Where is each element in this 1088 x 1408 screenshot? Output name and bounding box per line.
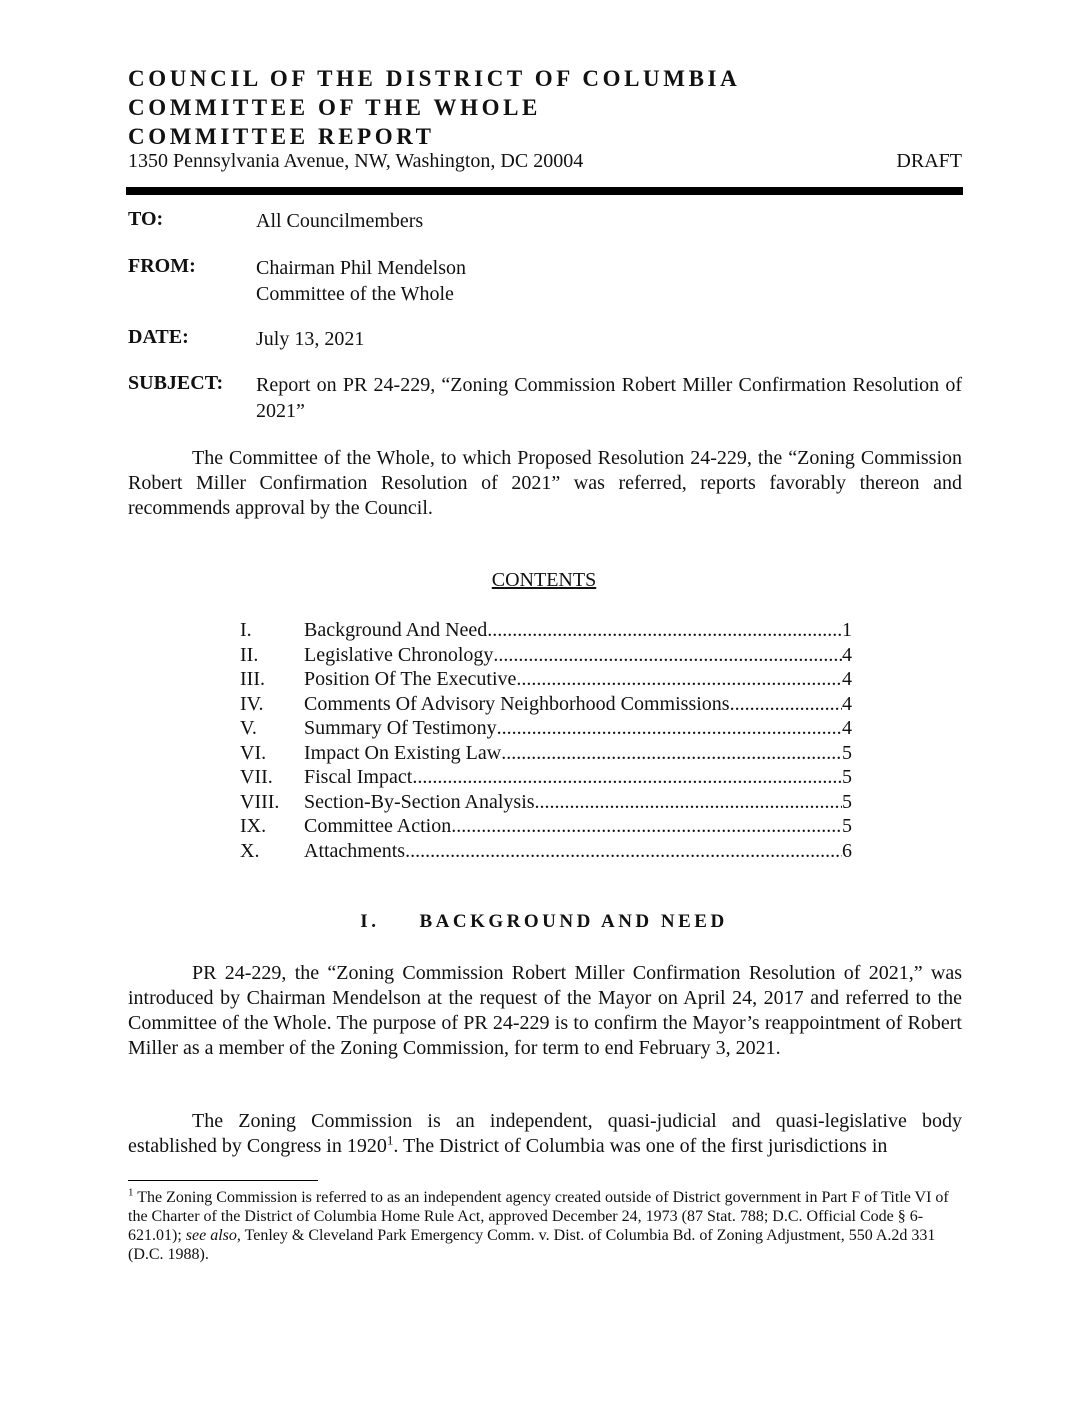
toc-title: Impact On Existing Law xyxy=(304,741,502,764)
subject-label: SUBJECT: xyxy=(128,372,224,394)
toc-title: Comments Of Advisory Neighborhood Commissions xyxy=(304,692,730,715)
address: 1350 Pennsylvania Avenue, NW, Washington, DC 20004 xyxy=(128,150,584,172)
toc-title: Background And Need xyxy=(304,619,488,641)
toc-number: I. xyxy=(240,619,252,641)
header-report: COMMITTEE REPORT xyxy=(128,124,435,149)
toc-leader-dots xyxy=(501,742,842,765)
toc-row[interactable] xyxy=(240,840,852,865)
toc-entry xyxy=(304,619,852,642)
to-value: All Councilmembers xyxy=(256,210,424,232)
date-value: July 13, 2021 xyxy=(256,328,365,350)
report-header xyxy=(128,64,962,151)
toc-page-number: 4 xyxy=(842,643,852,666)
toc-row[interactable] xyxy=(240,693,852,718)
toc-number: II. xyxy=(240,643,259,666)
section-title: BACKGROUND AND NEED xyxy=(419,911,728,932)
toc-page-number: 5 xyxy=(842,741,852,764)
toc-leader-dots xyxy=(405,840,842,863)
toc-row[interactable] xyxy=(240,766,852,791)
toc-number: IV. xyxy=(240,692,264,715)
toc-title: Section-By-Section Analysis xyxy=(304,790,535,813)
toc-page-number: 4 xyxy=(842,717,852,739)
toc-row[interactable] xyxy=(240,668,852,693)
table-of-contents xyxy=(240,619,852,864)
toc-leader-dots xyxy=(412,766,842,789)
toc-page-number: 5 xyxy=(842,790,852,813)
toc-entry xyxy=(304,766,852,789)
toc-number: III. xyxy=(240,668,265,690)
footnote-rule xyxy=(128,1180,318,1181)
toc-leader-dots xyxy=(487,619,842,642)
toc-page-number: 5 xyxy=(842,766,852,788)
toc-entry xyxy=(304,815,852,838)
toc-row[interactable] xyxy=(240,815,852,840)
toc-leader-dots xyxy=(497,717,842,740)
toc-entry xyxy=(304,742,852,765)
header-committee: COMMITTEE OF THE WHOLE xyxy=(128,95,541,120)
footnote-mark: 1 xyxy=(128,1186,134,1199)
toc-title: Committee Action xyxy=(304,815,452,837)
date-label: DATE: xyxy=(128,326,189,348)
toc-page-number: 4 xyxy=(842,668,852,690)
toc-leader-dots xyxy=(535,791,842,814)
toc-title: Attachments xyxy=(304,839,406,862)
toc-page-number: 4 xyxy=(842,692,852,715)
toc-page-number: 6 xyxy=(842,839,852,862)
from-value xyxy=(256,255,466,307)
section-number: I. xyxy=(360,911,380,932)
toc-number: VII. xyxy=(240,766,273,788)
para2-text-cont: . The District of Columbia was one of the first jurisdictions in xyxy=(393,1135,888,1157)
footnote xyxy=(128,1188,962,1264)
footnote-see-also: see also xyxy=(185,1227,237,1244)
toc-leader-dots xyxy=(493,644,842,667)
header-rule xyxy=(126,187,963,195)
footnote-text-cont: , Tenley & Cleveland Park Emergency Comm. v. Dist. of Columbia Bd. of Zoning Adjustment, 550 A.2d 331 (D.C. 1988). xyxy=(128,1227,936,1263)
toc-number: X. xyxy=(240,839,260,862)
toc-number: V. xyxy=(240,717,257,739)
intro-paragraph: The Committee of the Whole, to which Proposed Resolution 24-229, the “Zoning Commission Robert Miller Confirmation Resolution of 2021” was referred, reports favorably thereon and recommends approval by the Council. xyxy=(128,447,962,519)
footnote-reference[interactable]: 1 xyxy=(386,1132,394,1148)
address-row xyxy=(128,150,962,176)
toc-row[interactable] xyxy=(240,717,852,742)
toc-leader-dots xyxy=(451,815,842,838)
toc-row[interactable] xyxy=(240,644,852,669)
background-paragraph-2 xyxy=(128,1109,962,1159)
toc-entry xyxy=(304,840,852,863)
toc-number: IX. xyxy=(240,815,267,837)
toc-leader-dots xyxy=(516,668,842,691)
toc-page-number: 5 xyxy=(842,815,852,837)
toc-title: Position Of The Executive xyxy=(304,668,517,690)
contents-title: CONTENTS xyxy=(491,569,597,591)
footnote-text: The Zoning Commission is referred to as an independent agency created outside of District government in Part F of Title VI of the Charter of the District of Columbia Home Rule Act, approved December 24, 1973 (87 Stat. 788; D.C. Official Code § 6-621.01); xyxy=(128,1189,949,1244)
toc-number: VIII. xyxy=(240,790,280,813)
header-council: COUNCIL OF THE DISTRICT OF COLUMBIA xyxy=(128,66,741,91)
from-label: FROM: xyxy=(128,255,196,277)
section-heading xyxy=(0,911,1088,933)
toc-row[interactable] xyxy=(240,619,852,644)
toc-entry xyxy=(304,693,852,716)
para2-text: The Zoning Commission is an independent, quasi-judicial and quasi-legislative body established by Congress in 1920 xyxy=(128,1110,962,1157)
toc-row[interactable] xyxy=(240,742,852,767)
toc-title: Fiscal Impact xyxy=(304,766,413,788)
toc-row[interactable] xyxy=(240,791,852,816)
subject-value: Report on PR 24-229, “Zoning Commission Robert Miller Confirmation Resolution of 2021” xyxy=(256,374,962,422)
toc-entry xyxy=(304,791,852,814)
toc-title: Summary Of Testimony xyxy=(304,717,497,739)
toc-page-number: 1 xyxy=(842,619,852,641)
draft-label: DRAFT xyxy=(896,150,962,172)
toc-title: Legislative Chronology xyxy=(304,643,494,666)
to-label: TO: xyxy=(128,208,164,230)
background-paragraph-1: PR 24-229, the “Zoning Commission Robert Miller Confirmation Resolution of 2021,” was introduced by Chairman Mendelson at the request of the Mayor on April 24, 2017 and referred to the Committee of the Whole. The purpose of PR 24-229 is to confirm the Mayor’s reappointment of Robert Miller as a member of the Zoning Commission, for term to end February 3, 2021. xyxy=(128,962,962,1059)
toc-number: VI. xyxy=(240,741,267,764)
toc-entry xyxy=(304,717,852,740)
toc-entry xyxy=(304,668,852,691)
toc-entry xyxy=(304,644,852,667)
from-name: Chairman Phil Mendelson xyxy=(256,257,466,279)
from-committee: Committee of the Whole xyxy=(256,283,454,305)
toc-leader-dots xyxy=(730,693,842,716)
